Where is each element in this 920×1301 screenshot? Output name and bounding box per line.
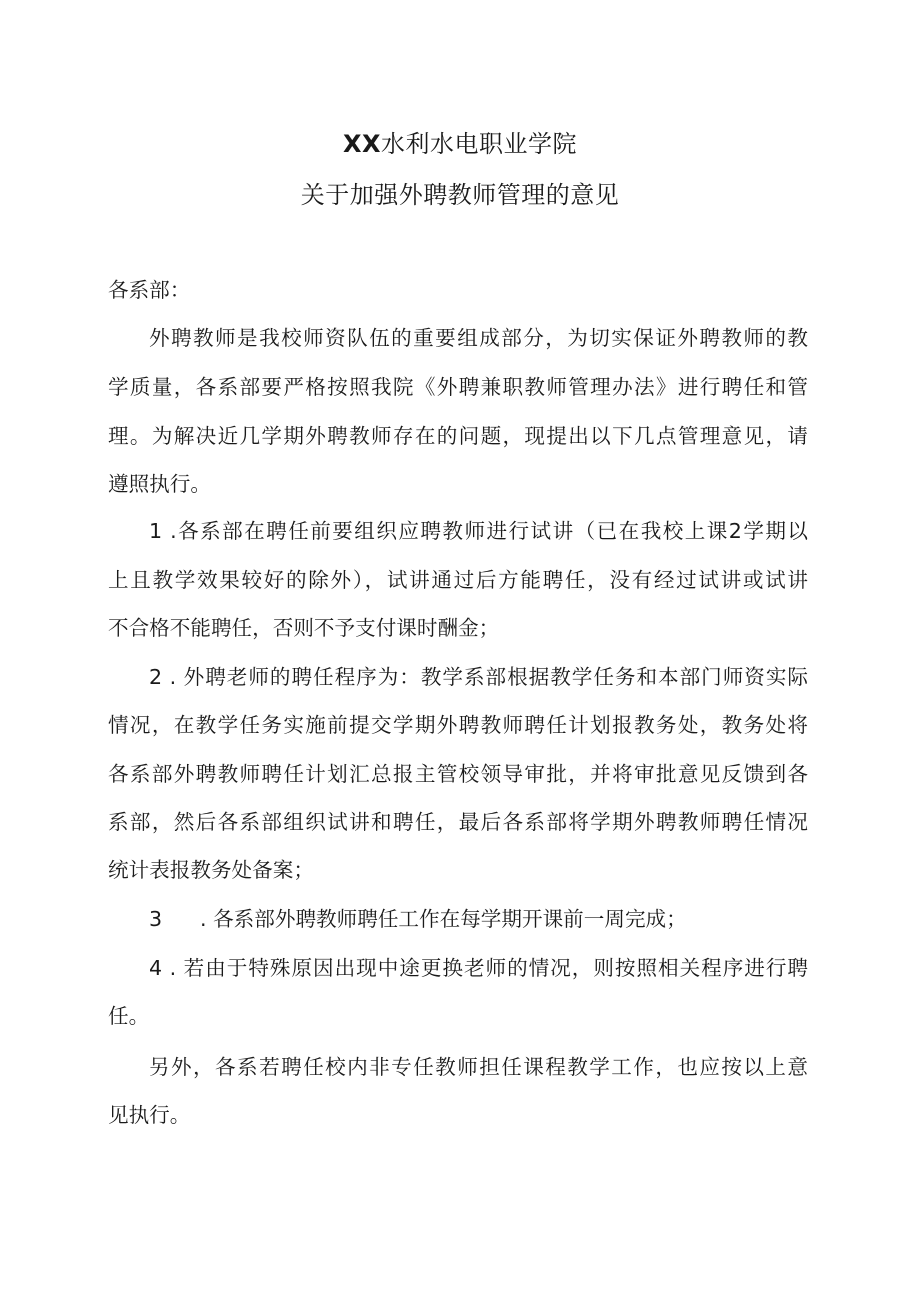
item2-line: 各系部外聘教师聘任计划汇总报主管校领导审批，并将审批意见反馈到各 <box>108 762 808 786</box>
intro-line: 学质量，各系部要严格按照我院《外聘兼职教师管理办法》进行聘任和管 <box>108 375 808 399</box>
closing-line: 见执行。 <box>108 1103 191 1127</box>
salutation: 各系部： <box>108 278 191 302</box>
item1-line: 上且教学效果较好的除外），试讲通过后方能聘任，没有经过试讲或试讲 <box>108 568 808 592</box>
item4-line: 4 . 若由于特殊原因出现中途更换老师的情况，则按照相关程序进行聘 <box>149 956 808 980</box>
item2-line: 系部，然后各系部组织试讲和聘任，最后各系部将学期外聘教师聘任情况 <box>108 810 808 834</box>
intro-line: 遵照执行。 <box>108 472 211 496</box>
document-title <box>0 129 920 159</box>
item2-line: 2 . 外聘老师的聘任程序为：教学系部根据教学任务和本部门师资实际 <box>149 665 808 689</box>
intro-line: 理。为解决近几学期外聘教师存在的问题，现提出以下几点管理意见，请 <box>108 424 808 448</box>
item1-line: 1 .各系部在聘任前要组织应聘教师进行试讲（已在我校上课2学期以 <box>149 519 808 543</box>
title-prefix: XX <box>342 130 381 158</box>
item2-line: 情况，在教学任务实施前提交学期外聘教师聘任计划报教务处，教务处将 <box>108 713 808 737</box>
item2-line: 统计表报教务处备案； <box>108 858 314 882</box>
item3-number: 3 <box>149 907 163 931</box>
document-subtitle: 关于加强外聘教师管理的意见 <box>300 181 620 209</box>
title-rest: 水利水电职业学院 <box>381 130 577 158</box>
item3-text: . 各系部外聘教师聘任工作在每学期开课前一周完成； <box>200 907 687 931</box>
item1-line: 不合格不能聘任，否则不予支付课时酬金； <box>108 616 500 640</box>
closing-line: 另外，各系若聘任校内非专任教师担任课程教学工作，也应按以上意 <box>149 1055 808 1079</box>
item4-line: 任。 <box>108 1004 150 1028</box>
intro-line: 外聘教师是我校师资队伍的重要组成部分，为切实保证外聘教师的教 <box>149 326 808 350</box>
